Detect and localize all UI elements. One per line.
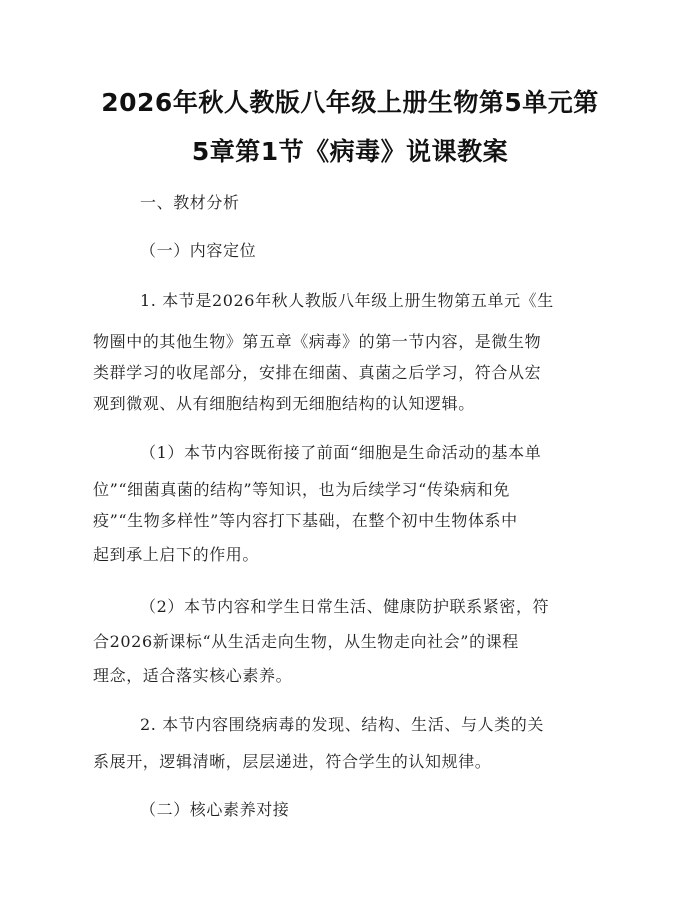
paragraph-line: 2. 本节内容围绕病毒的发现、结构、生活、与人类的关 — [140, 715, 544, 734]
paragraph-line: 1. 本节是2026年秋人教版八年级上册生物第五单元《生 — [140, 291, 554, 310]
paragraph-line: 疫”“生物多样性”等内容打下基础，在整个初中生物体系中 — [93, 511, 518, 530]
paragraph-line: 位”“细菌真菌的结构”等知识，也为后续学习“传染病和免 — [93, 480, 510, 499]
paragraph-line: 类群学习的收尾部分，安排在细菌、真菌之后学习，符合从宏 — [93, 363, 542, 382]
subsection-heading-core-literacy: （二）核心素养对接 — [140, 800, 290, 819]
paragraph-line: 起到承上启下的作用。 — [93, 545, 260, 564]
paragraph-line: （2）本节内容和学生日常生活、健康防护联系紧密，符 — [140, 597, 550, 616]
section-heading-textbook-analysis: 一、教材分析 — [140, 193, 240, 212]
paragraph-line: 物圈中的其他生物》第五章《病毒》的第一节内容，是微生物 — [93, 332, 542, 351]
document-title-line-1: 2026年秋人教版八年级上册生物第5单元第 — [101, 88, 599, 117]
subsection-heading-content-positioning: （一）内容定位 — [140, 241, 257, 260]
paragraph-line: （1）本节内容既衔接了前面“细胞是生命活动的基本单 — [140, 443, 542, 462]
paragraph-line: 合2026新课标“从生活走向生物，从生物走向社会”的课程 — [93, 632, 519, 651]
document-title-line-2: 5章第1节《病毒》说课教案 — [191, 137, 509, 166]
paragraph-line: 理念，适合落实核心素养。 — [93, 666, 293, 685]
paragraph-line: 系展开，逻辑清晰，层层递进，符合学生的认知规律。 — [93, 752, 492, 771]
paragraph-line: 观到微观、从有细胞结构到无细胞结构的认知逻辑。 — [93, 394, 475, 413]
